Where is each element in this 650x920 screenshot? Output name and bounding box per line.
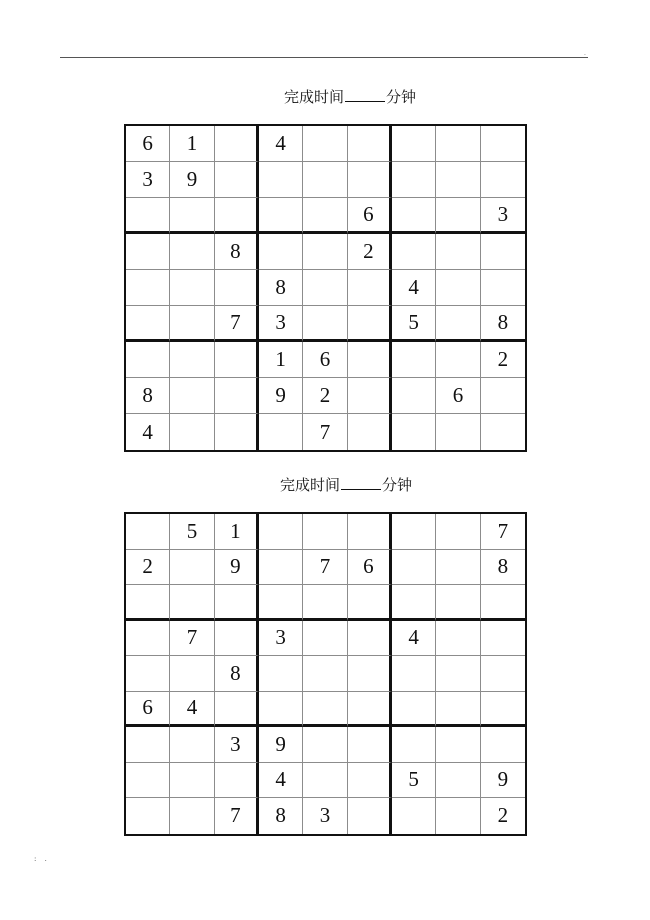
sudoku-cell [348,270,392,306]
sudoku-cell: 8 [481,550,525,586]
sudoku-cell [436,162,480,198]
sudoku-cell [215,342,259,378]
sudoku-cell: 5 [170,514,214,550]
sudoku-cell [436,270,480,306]
sudoku-cell [436,763,480,799]
sudoku-cell [170,378,214,414]
sudoku-cell: 2 [126,550,170,586]
sudoku-cell: 7 [215,798,259,834]
sudoku-cell: 2 [348,234,392,270]
sudoku-grid-2 [124,512,527,836]
sudoku-cell: 7 [215,306,259,342]
sudoku-cell [392,378,436,414]
sudoku-cell [481,621,525,657]
sudoku-cell [126,763,170,799]
sudoku-cell [436,198,480,234]
sudoku-cell [303,585,347,621]
sudoku-cell [259,234,303,270]
sudoku-cell [303,656,347,692]
sudoku-cell [215,414,259,450]
sudoku-cell: 7 [170,621,214,657]
sudoku-cell [303,306,347,342]
sudoku-cell [126,306,170,342]
sudoku-cell [170,342,214,378]
sudoku-cell [348,656,392,692]
sudoku-cell [436,234,480,270]
sudoku-cell [126,514,170,550]
sudoku-cell: 7 [303,414,347,450]
sudoku-cell: 4 [259,126,303,162]
sudoku-cell: 9 [259,727,303,763]
sudoku-cell: 6 [436,378,480,414]
sudoku-cell [392,234,436,270]
sudoku-cell: 3 [481,198,525,234]
sudoku-cell [126,798,170,834]
sudoku-cell: 3 [259,621,303,657]
sudoku-cell [436,306,480,342]
sudoku-cell [392,126,436,162]
sudoku-cell [170,763,214,799]
sudoku-cell: 9 [259,378,303,414]
sudoku-cell [215,692,259,728]
sudoku-cell [481,585,525,621]
sudoku-cell [259,162,303,198]
sudoku-cell [436,798,480,834]
sudoku-cell [259,692,303,728]
sudoku-cell: 3 [259,306,303,342]
time-blank [341,477,381,490]
sudoku-cell [303,162,347,198]
sudoku-cell [348,126,392,162]
sudoku-cell [126,656,170,692]
sudoku-cell [481,162,525,198]
sudoku-cell [215,621,259,657]
sudoku-cell [392,198,436,234]
sudoku-cell [259,414,303,450]
sudoku-cell [215,162,259,198]
sudoku-cell [303,198,347,234]
sudoku-cell: 8 [481,306,525,342]
sudoku-cell [436,692,480,728]
sudoku-cell [481,727,525,763]
sudoku-cell: 3 [126,162,170,198]
sudoku-cell: 1 [170,126,214,162]
sudoku-cell [348,378,392,414]
sudoku-cell: 2 [303,378,347,414]
sudoku-cell: 9 [481,763,525,799]
sudoku-cell: 3 [303,798,347,834]
sudoku-cell [392,162,436,198]
sudoku-cell [481,692,525,728]
sudoku-cell: 9 [170,162,214,198]
sudoku-cell [170,550,214,586]
sudoku-cell [126,727,170,763]
sudoku-cell: 6 [126,692,170,728]
sudoku-cell: 7 [481,514,525,550]
sudoku-cell [436,414,480,450]
sudoku-cell: 6 [303,342,347,378]
sudoku-cell [303,270,347,306]
sudoku-cell: 9 [215,550,259,586]
sudoku-cell [481,270,525,306]
sudoku-cell: 4 [126,414,170,450]
sudoku-cell [436,727,480,763]
sudoku-cell [436,550,480,586]
sudoku-cell [215,763,259,799]
sudoku-cell: 1 [259,342,303,378]
sudoku-cell [215,378,259,414]
header-rule [60,57,588,58]
sudoku-cell [392,342,436,378]
sudoku-cell [170,585,214,621]
sudoku-cell [348,514,392,550]
footer-dots: : . [34,855,50,863]
sudoku-cell [170,727,214,763]
sudoku-cell [259,656,303,692]
timer-prefix: 完成时间 [280,476,341,494]
sudoku-cell [392,798,436,834]
sudoku-cell [170,656,214,692]
sudoku-cell [348,763,392,799]
sudoku-cell [303,763,347,799]
sudoku-cell [303,234,347,270]
sudoku-cell [481,378,525,414]
sudoku-cell: 8 [259,798,303,834]
sudoku-cell: 4 [392,270,436,306]
sudoku-cell [481,234,525,270]
completion-time-label-2 [280,474,412,495]
sudoku-cell: 6 [348,550,392,586]
sudoku-cell [303,621,347,657]
sudoku-cell [126,234,170,270]
sudoku-cell [126,270,170,306]
sudoku-cell: 8 [215,234,259,270]
sudoku-cell [348,342,392,378]
sudoku-cell [126,621,170,657]
sudoku-cell [392,550,436,586]
sudoku-cell: 8 [215,656,259,692]
sudoku-cell [126,585,170,621]
timer-prefix: 完成时间 [284,88,345,106]
sudoku-cell: 5 [392,763,436,799]
sudoku-cell: 4 [392,621,436,657]
sudoku-cell: 4 [259,763,303,799]
sudoku-cell [259,585,303,621]
header-dot: . [584,50,586,57]
sudoku-cell [348,414,392,450]
sudoku-cell [215,270,259,306]
sudoku-cell [392,692,436,728]
sudoku-cell [348,162,392,198]
sudoku-cell [126,198,170,234]
sudoku-cell: 8 [259,270,303,306]
sudoku-cell: 8 [126,378,170,414]
timer-suffix: 分钟 [386,88,417,106]
sudoku-cell [436,585,480,621]
sudoku-cell [436,126,480,162]
sudoku-cell [348,585,392,621]
sudoku-cell [348,692,392,728]
sudoku-cell [259,198,303,234]
sudoku-cell: 4 [170,692,214,728]
sudoku-cell [481,126,525,162]
sudoku-cell [392,414,436,450]
sudoku-cell [392,585,436,621]
sudoku-cell: 2 [481,342,525,378]
sudoku-cell [259,514,303,550]
sudoku-cell [392,514,436,550]
sudoku-cell [303,126,347,162]
sudoku-cell [348,798,392,834]
sudoku-cell [392,727,436,763]
sudoku-cell [126,342,170,378]
sudoku-cell [170,198,214,234]
sudoku-cell [170,306,214,342]
sudoku-cell [259,550,303,586]
sudoku-cell [436,514,480,550]
sudoku-cell [436,621,480,657]
sudoku-cell [170,414,214,450]
sudoku-cell: 3 [215,727,259,763]
sudoku-cell: 1 [215,514,259,550]
sudoku-cell [392,656,436,692]
sudoku-cell [303,514,347,550]
sudoku-cell [436,656,480,692]
sudoku-cell [348,306,392,342]
sudoku-cell [303,692,347,728]
timer-suffix: 分钟 [382,476,413,494]
sudoku-cell [303,727,347,763]
sudoku-cell [348,727,392,763]
sudoku-cell: 6 [126,126,170,162]
sudoku-cell [170,270,214,306]
sudoku-cell [436,342,480,378]
time-blank [345,89,385,102]
sudoku-cell: 7 [303,550,347,586]
sudoku-cell [215,198,259,234]
sudoku-cell [481,656,525,692]
sudoku-cell [481,414,525,450]
sudoku-cell [170,798,214,834]
sudoku-cell [215,126,259,162]
sudoku-cell: 2 [497,803,509,828]
completion-time-label-1 [284,86,416,107]
sudoku-cell [215,585,259,621]
sudoku-grid-1 [124,124,527,452]
sudoku-cell [348,621,392,657]
sudoku-cell: 6 [348,198,392,234]
sudoku-cell: 5 [392,306,436,342]
sudoku-cell [170,234,214,270]
